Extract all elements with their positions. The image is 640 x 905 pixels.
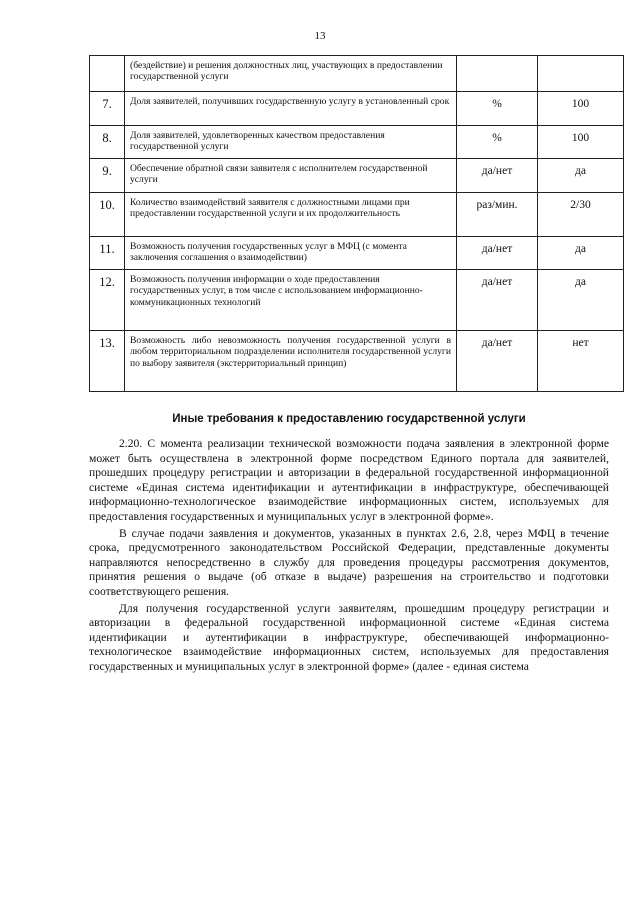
indicator-name: Количество взаимодействий заявителя с должностными лицами при предоставлении государственной услуги и их продолжительность xyxy=(125,193,457,237)
section-title: Иные требования к предоставлению государственной услуги xyxy=(172,413,526,425)
row-number xyxy=(90,56,125,92)
table-row xyxy=(90,92,624,126)
indicator-value: нет xyxy=(538,331,624,392)
indicator-value: 2/30 xyxy=(538,193,624,237)
indicator-name: Возможность получения государственных услуг в МФЦ (с момента заключения соглашения о взаимодействии) xyxy=(125,237,457,270)
row-number: 11. xyxy=(90,237,125,270)
indicator-value xyxy=(538,56,624,92)
paragraph: 2.20. С момента реализации технической возможности подача заявления в электронной форме может быть осуществлена в электронной форме посредством Единого портала для заявителей, прошедших процедуру регистрации и авторизации в федеральной государственной информационной системе «Единая система идентификации и аутентификации в инфраструктуре, обеспечивающей информационно-технологическое взаимодействие информационных систем, используемых для предоставления государственных и муниципальных услуг в электронной форме». xyxy=(89,437,609,523)
table-row xyxy=(90,237,624,270)
unit-of-measure: % xyxy=(457,92,538,126)
row-number: 12. xyxy=(90,270,125,331)
indicator-value: да xyxy=(538,270,624,331)
indicator-name: Доля заявителей, получивших государственную услугу в установленный срок xyxy=(125,92,457,126)
unit-of-measure: да/нет xyxy=(457,159,538,193)
table-row xyxy=(90,56,624,92)
indicator-value: да xyxy=(538,159,624,193)
row-number: 7. xyxy=(90,92,125,126)
indicator-name: (бездействие) и решения должностных лиц, участвующих в предоставлении государственной услуги xyxy=(125,56,457,92)
row-number: 13. xyxy=(90,331,125,392)
indicator-value: да xyxy=(538,237,624,270)
indicator-value: 100 xyxy=(538,92,624,126)
row-number: 9. xyxy=(90,159,125,193)
unit-of-measure: да/нет xyxy=(457,331,538,392)
unit-of-measure: да/нет xyxy=(457,237,538,270)
body-text xyxy=(89,437,609,677)
table-row xyxy=(90,270,624,331)
table-row xyxy=(90,331,624,392)
table-row xyxy=(90,193,624,237)
unit-of-measure xyxy=(457,56,538,92)
quality-indicators-table xyxy=(89,55,624,392)
page-number: 13 xyxy=(314,30,326,42)
indicator-name: Доля заявителей, удовлетворенных качеством предоставления государственной услуги xyxy=(125,126,457,159)
row-number: 8. xyxy=(90,126,125,159)
indicator-name: Обеспечение обратной связи заявителя с исполнителем государственной услуги xyxy=(125,159,457,193)
table-row xyxy=(90,159,624,193)
unit-of-measure: % xyxy=(457,126,538,159)
unit-of-measure: да/нет xyxy=(457,270,538,331)
table-row xyxy=(90,126,624,159)
paragraph: Для получения государственной услуги заявителям, прошедшим процедуру регистрации и авторизации в федеральной государственной информационной системе «Единая система идентификации и аутентификации в инфраструктуре, обеспечивающей информационно-технологическое взаимодействие информационных систем, используемых для предоставления государственных и муниципальных услуг в электронной форме» (далее - единая система xyxy=(89,601,609,673)
indicator-name: Возможность либо невозможность получения государственной услуги в любом территориальном подразделении исполнителя государственной услуги по выбору заявителя (экстерриториальный принцип) xyxy=(125,331,457,392)
row-number: 10. xyxy=(90,193,125,237)
indicator-value: 100 xyxy=(538,126,624,159)
indicator-name: Возможность получения информации о ходе предоставления государственных услуг, в том числе с использованием информационно-коммуникационных технологий xyxy=(125,270,457,331)
paragraph: В случае подачи заявления и документов, указанных в пунктах 2.6, 2.8, через МФЦ в течение срока, предусмотренного законодательством Российской Федерации, представленные документы направляются непосредственно в службу для проведения процедуры рассмотрения документов, принятия решения о выдаче (об отказе в выдаче) разрешения на строительство и подготовки соответствующего решения. xyxy=(89,526,609,598)
unit-of-measure: раз/мин. xyxy=(457,193,538,237)
